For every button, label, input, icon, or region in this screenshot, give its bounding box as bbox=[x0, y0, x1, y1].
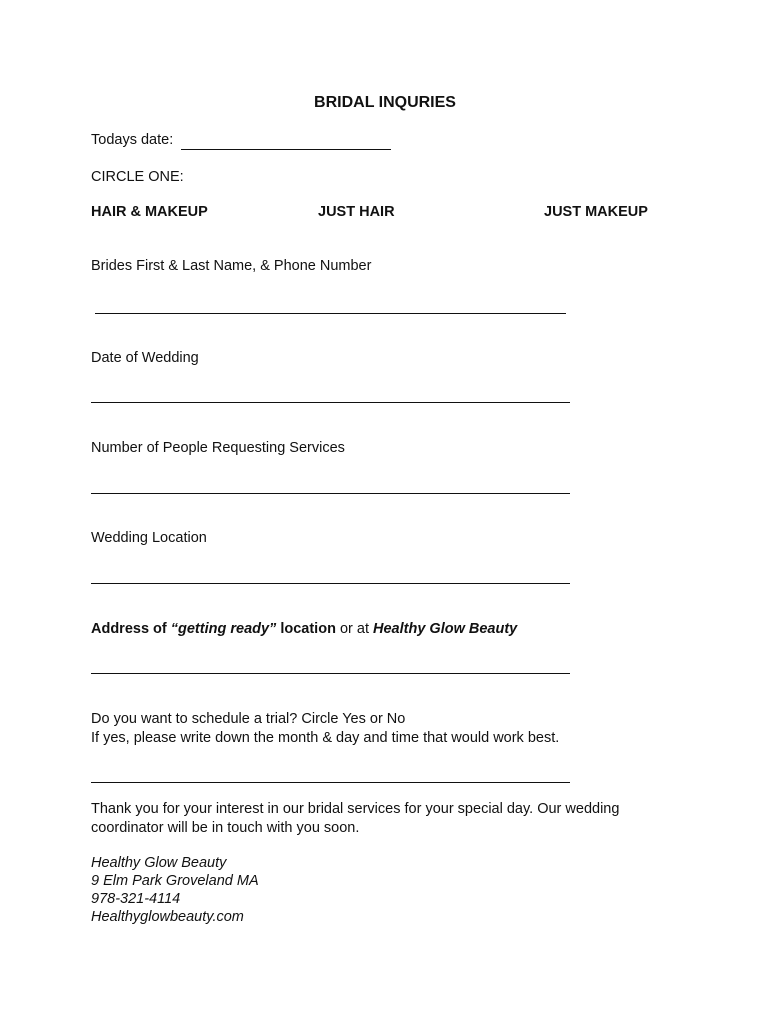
contact-address: 9 Elm Park Groveland MA bbox=[91, 873, 259, 889]
wedding-location-field[interactable] bbox=[91, 583, 570, 584]
wedding-date-field[interactable] bbox=[91, 402, 570, 403]
address-label-part2: “getting ready” bbox=[170, 621, 277, 637]
todays-date-label: Todays date: bbox=[91, 132, 174, 148]
option-just-makeup[interactable]: JUST MAKEUP bbox=[544, 204, 648, 220]
address-label-part3: location bbox=[276, 621, 336, 637]
people-count-field[interactable] bbox=[91, 493, 570, 494]
contact-website[interactable]: Healthyglowbeauty.com bbox=[91, 909, 244, 925]
thank-you-line2: coordinator will be in touch with you soon. bbox=[91, 820, 360, 836]
address-field[interactable] bbox=[91, 673, 570, 674]
address-label-part4: or at bbox=[335, 621, 374, 637]
address-label bbox=[91, 621, 517, 637]
address-label-part5: Healthy Glow Beauty bbox=[373, 621, 518, 637]
circle-one-label: CIRCLE ONE: bbox=[91, 169, 184, 185]
people-count-label: Number of People Requesting Services bbox=[91, 440, 345, 456]
trial-field[interactable] bbox=[91, 782, 570, 783]
bride-name-field[interactable] bbox=[95, 313, 566, 314]
wedding-location-label: Wedding Location bbox=[91, 530, 207, 546]
contact-business: Healthy Glow Beauty bbox=[91, 855, 227, 871]
thank-you-line1: Thank you for your interest in our bridal services for your special day. Our wedding bbox=[91, 801, 620, 817]
option-hair-makeup[interactable]: HAIR & MAKEUP bbox=[91, 204, 208, 220]
option-just-hair[interactable]: JUST HAIR bbox=[318, 204, 395, 220]
todays-date-field[interactable] bbox=[181, 149, 391, 150]
trial-instruction: If yes, please write down the month & day and time that would work best. bbox=[91, 730, 560, 746]
page-title: BRIDAL INQURIES bbox=[314, 94, 456, 111]
bride-name-label: Brides First & Last Name, & Phone Number bbox=[91, 258, 372, 274]
wedding-date-label: Date of Wedding bbox=[91, 350, 199, 366]
contact-phone: 978-321-4114 bbox=[91, 891, 181, 907]
trial-question: Do you want to schedule a trial? Circle Yes or No bbox=[91, 711, 406, 727]
address-label-part1: Address of bbox=[91, 621, 171, 637]
